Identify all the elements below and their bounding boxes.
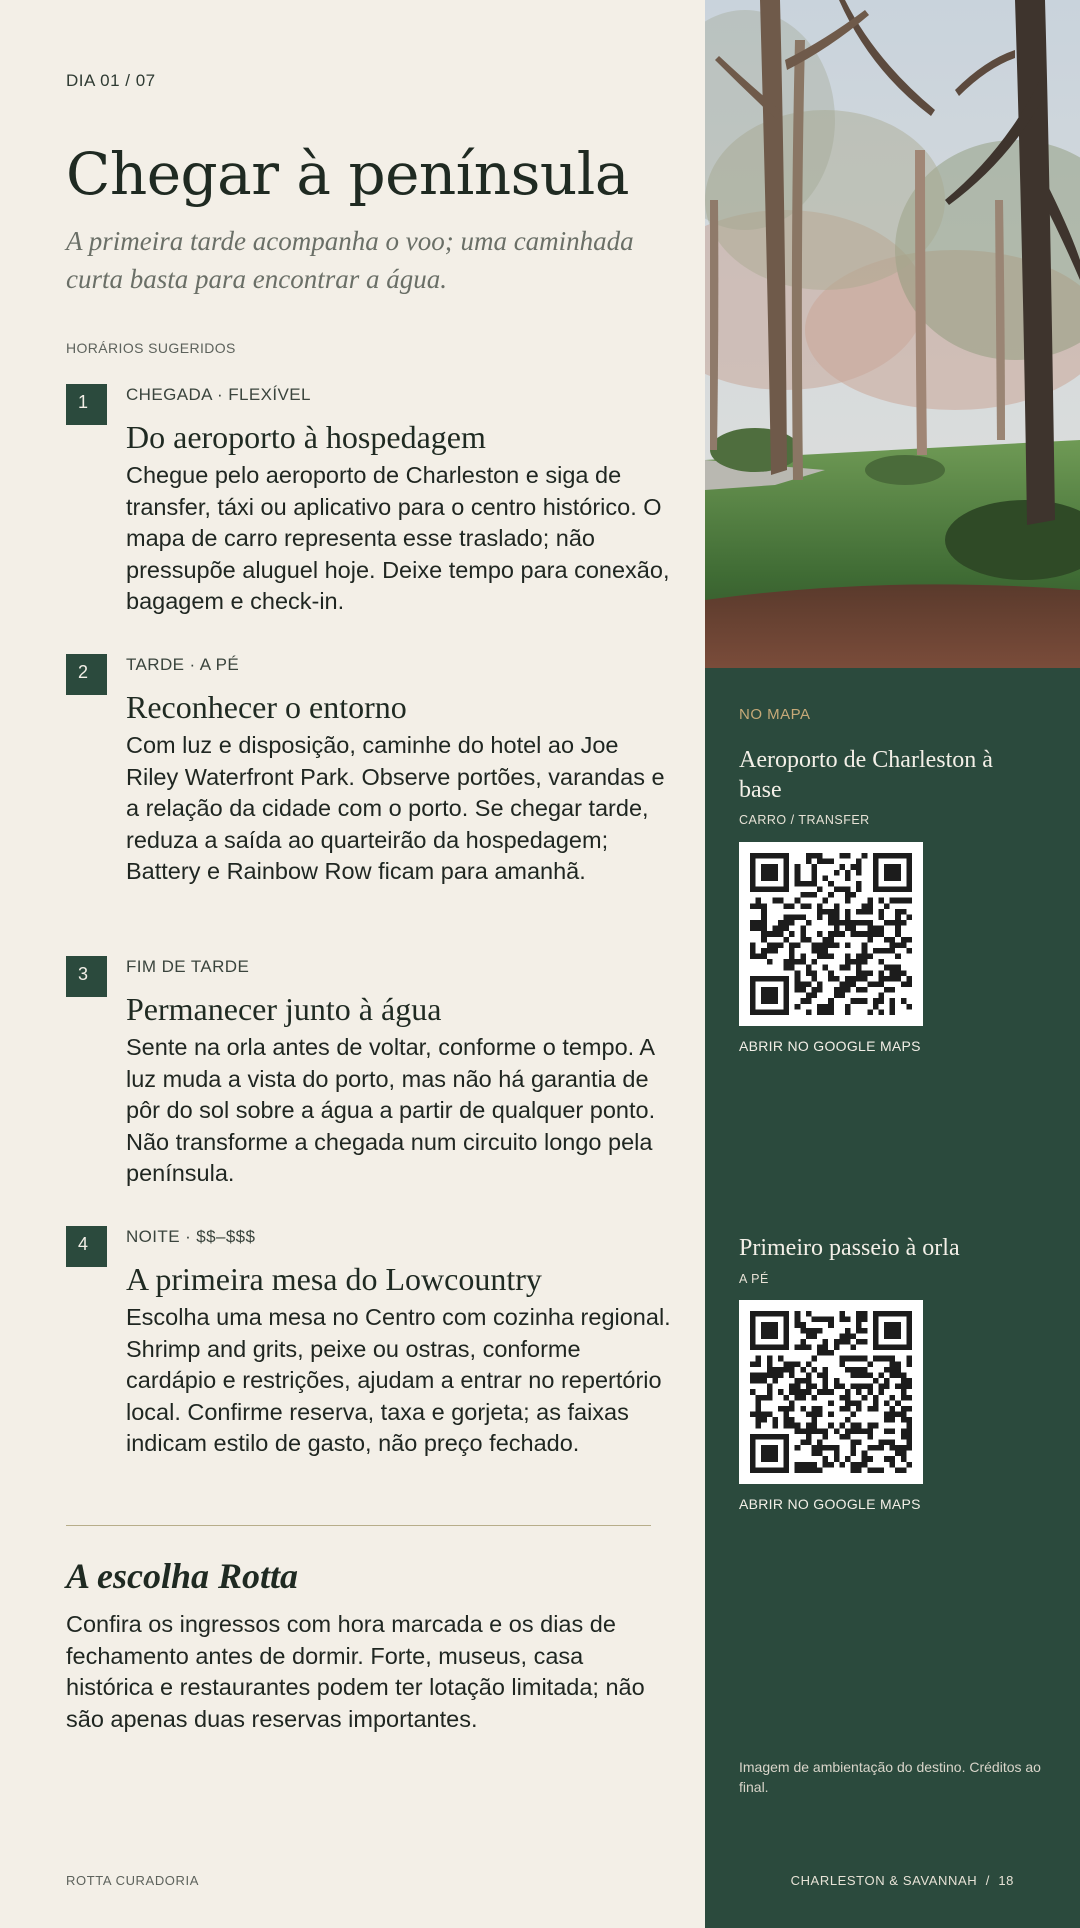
- step-number-badge: 2: [66, 654, 107, 695]
- step-tag: TARDE · A PÉ: [126, 655, 240, 674]
- step-body: Sente na orla antes de voltar, conforme o tempo. A luz muda a vista do porto, mas não há garantia de pôr do sol sobre a água a partir de qualquer ponto. Não transforme a chegada num circuito longo pela península.: [126, 1034, 656, 1186]
- step-number-badge: 1: [66, 384, 107, 425]
- schedule-step-4: [66, 1226, 671, 1460]
- map-2-mode: A PÉ: [739, 1272, 769, 1286]
- destination-photo: [705, 0, 1080, 668]
- step-tag: NOITE · $$–$$$: [126, 1227, 256, 1246]
- step-tag: FIM DE TARDE: [126, 957, 250, 976]
- step-body: Com luz e disposição, caminhe do hotel ao Joe Riley Waterfront Park. Observe portões, varandas e a relação da cidade com o porto. Se chegar tarde, reduza a saída ao quarteirão da hospedagem; Battery e Rainbow Row ficam para amanhã.: [126, 732, 665, 884]
- schedule-step-3: [66, 956, 666, 1190]
- step-title: A primeira mesa do Lowcountry: [126, 1261, 542, 1297]
- day-label: DIA 01 / 07: [66, 71, 156, 90]
- schedule-step-2: [66, 654, 666, 888]
- schedule-label: HORÁRIOS SUGERIDOS: [66, 340, 236, 356]
- map-1-title: Aeroporto de Charleston à base: [739, 747, 993, 803]
- choice-body: Confira os ingressos com hora marcada e os dias de fechamento antes de dormir. Forte, museus, casa histórica e restaurantes podem ter lotação limitada; não são apenas duas reservas importantes.: [66, 1611, 645, 1732]
- step-number-badge: 4: [66, 1226, 107, 1267]
- photo-credit: Imagem de ambientação do destino. Créditos ao final.: [739, 1759, 1041, 1795]
- map-1-qr-code[interactable]: [739, 842, 923, 1026]
- map-2-open-link[interactable]: ABRIR NO GOOGLE MAPS: [739, 1496, 921, 1512]
- step-title: Do aeroporto à hospedagem: [126, 419, 486, 455]
- step-title: Permanecer junto à água: [126, 991, 442, 1027]
- page-title: Chegar à península: [66, 140, 629, 208]
- step-number-badge: 3: [66, 956, 107, 997]
- map-2-title: Primeiro passeio à orla: [739, 1235, 960, 1261]
- map-1-mode: CARRO / TRANSFER: [739, 813, 870, 827]
- step-title: Reconhecer o entorno: [126, 689, 407, 725]
- map-2-qr-code[interactable]: [739, 1300, 923, 1484]
- choice-title: A escolha Rotta: [66, 1556, 299, 1596]
- map-1-open-link[interactable]: ABRIR NO GOOGLE MAPS: [739, 1038, 921, 1054]
- step-body: Escolha uma mesa no Centro com cozinha regional. Shrimp and grits, peixe ou ostras, conforme cardápio e restrições, ajudam a entrar no repertório local. Confirme reserva, taxa e gorjeta; as faixas indicam estilo de gasto, não preço fechado.: [126, 1304, 671, 1456]
- schedule-step-1: [66, 384, 670, 618]
- step-tag: CHEGADA · FLEXÍVEL: [126, 385, 311, 404]
- footer-brand: ROTTA CURADORIA: [66, 1873, 199, 1888]
- step-body: Chegue pelo aeroporto de Charleston e siga de transfer, táxi ou aplicativo para o centro histórico. O mapa de carro representa esse traslado; não pressupõe aluguel hoje. Deixe tempo para conexão, bagagem e check-in.: [126, 462, 670, 614]
- page-subtitle: A primeira tarde acompanha o voo; uma caminhada curta basta para encontrar a água.: [66, 226, 634, 294]
- map-sidebar: [705, 0, 1080, 1928]
- footer-guide-page: CHARLESTON & SAVANNAH / 18: [790, 1873, 1014, 1888]
- section-divider: [66, 1525, 651, 1526]
- map-section-label: NO MAPA: [739, 706, 811, 723]
